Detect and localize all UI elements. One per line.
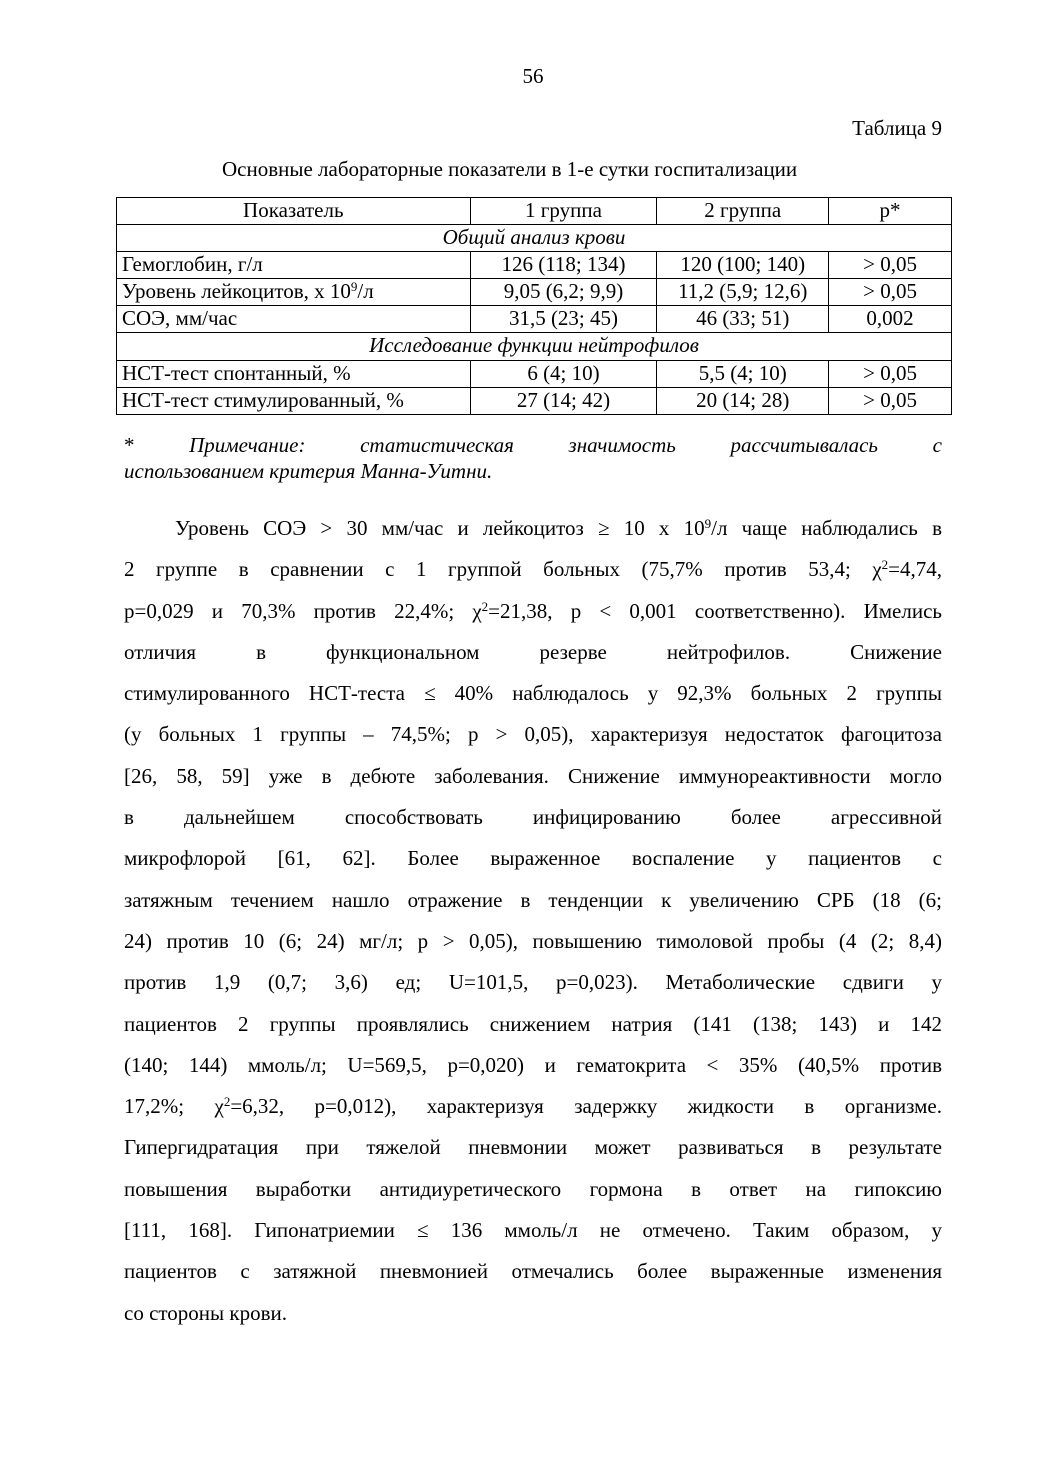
row-label: НСТ-тест спонтанный, % — [117, 360, 471, 387]
row-label-tail: /л — [357, 279, 374, 304]
text-fragment: =4,74, — [888, 557, 942, 582]
text-line — [124, 591, 942, 632]
text-word: в — [256, 639, 267, 664]
footnote-asterisk: * — [124, 433, 135, 457]
cell-p-value: 0,002 — [829, 306, 952, 333]
text-word: более — [730, 805, 781, 830]
text-fragment: /л чаще наблюдались в — [711, 516, 942, 540]
cell-p-value: > 0,05 — [829, 360, 952, 387]
text-fragment: =6,32, р=0,012), характеризуя задержку жидкости в организме. — [230, 1094, 942, 1119]
text-line: пациентов с затяжной пневмонией отмечались более выраженные изменения — [124, 1259, 942, 1284]
footnote-line-1 — [124, 432, 942, 458]
text-line: против 1,9 (0,7; 3,6) ед; U=101,5, р=0,023). Метаболические сдвиги у — [124, 970, 942, 995]
footnote-word: значимость — [568, 433, 676, 457]
text-line: со стороны крови. — [124, 1300, 287, 1325]
table-section-row — [117, 225, 952, 252]
text-line: повышения выработки антидиуретического гормона в ответ на гипоксию — [124, 1176, 942, 1201]
text-line — [124, 632, 942, 673]
row-label: НСТ-тест стимулированный, % — [117, 387, 471, 414]
cell-group-2: 5,5 (4; 10) — [657, 360, 829, 387]
table-label: Таблица 9 — [852, 116, 942, 140]
table-row — [117, 279, 952, 306]
cell-group-1: 31,5 (23; 45) — [470, 306, 657, 333]
text-word: функциональном — [326, 639, 480, 664]
cell-group-2: 20 (14; 28) — [657, 387, 829, 414]
footnote-word: статистическая — [360, 433, 514, 457]
text-fragment: 2 группе в сравнении с 1 группой больных (75,7% против 53,4; χ — [124, 557, 882, 582]
cell-p-value: > 0,05 — [829, 279, 952, 306]
text-fragment: р=0,029 и 70,3% против 22,4%; χ — [124, 598, 482, 623]
cell-group-1: 9,05 (6,2; 9,9) — [470, 279, 657, 306]
row-label: СОЭ, мм/час — [117, 306, 471, 333]
table-title: Основные лабораторные показатели в 1-е сутки госпитализации — [222, 157, 798, 181]
text-line: пациентов 2 группы проявлялись снижением натрия (141 (138; 143) и 142 — [124, 1011, 942, 1036]
table-section-row — [117, 333, 952, 360]
row-label — [117, 279, 471, 306]
text-word: в — [124, 805, 134, 830]
text-word: дальнейшем — [183, 805, 295, 830]
text-line — [124, 549, 942, 590]
cell-group-1: 126 (118; 134) — [470, 252, 657, 279]
section-blood-analysis: Общий анализ крови — [117, 225, 952, 252]
text-word: способствовать — [344, 805, 483, 830]
row-label-text: Уровень лейкоцитов, х 10 — [122, 279, 351, 304]
footnote-line-2: использованием критерия Манна-Уитни. — [124, 459, 493, 483]
text-fragment: Уровень СОЭ > 30 мм/час и лейкоцитоз ≥ 10 х 10 — [175, 516, 705, 540]
lab-indicators-table — [116, 197, 952, 415]
text-line: затяжным течением нашло отражение в тенденции к увеличению СРБ (18 (6; — [124, 887, 942, 912]
cell-group-1: 6 (4; 10) — [470, 360, 657, 387]
page-number: 56 — [522, 64, 544, 88]
header-group-2: 2 группа — [657, 198, 829, 225]
section-neutrophil-function: Исследование функции нейтрофилов — [117, 333, 952, 360]
text-line — [124, 508, 942, 549]
cell-p-value: > 0,05 — [829, 387, 952, 414]
text-line — [124, 1086, 942, 1127]
text-line: (у больных 1 группы – 74,5%; р > 0,05), характеризуя недостаток фагоцитоза — [124, 722, 942, 747]
cell-group-2: 120 (100; 140) — [657, 252, 829, 279]
header-group-1: 1 группа — [470, 198, 657, 225]
text-line: микрофлорой [61, 62]. Более выраженное воспаление у пациентов с — [124, 846, 942, 871]
cell-group-2: 46 (33; 51) — [657, 306, 829, 333]
row-label-superscript: 9 — [350, 279, 358, 295]
text-line: Гипергидратация при тяжелой пневмонии может развиваться в результате — [124, 1135, 942, 1160]
text-line: [26, 58, 59] уже в дебюте заболевания. Снижение иммунореактивности могло — [124, 763, 942, 788]
footnote-word: Примечание: — [189, 433, 306, 457]
text-line: (140; 144) ммоль/л; U=569,5, р=0,020) и гематокрита < 35% (40,5% против — [124, 1052, 942, 1077]
superscript: 2 — [881, 557, 889, 573]
table-header-row — [117, 198, 952, 225]
row-label: Гемоглобин, г/л — [117, 252, 471, 279]
table-row — [117, 306, 952, 333]
table-row — [117, 252, 952, 279]
cell-group-1: 27 (14; 42) — [470, 387, 657, 414]
text-word: инфицированию — [532, 805, 681, 830]
text-word: Снижение — [850, 639, 942, 664]
table-row — [117, 360, 952, 387]
footnote-word: с — [932, 433, 942, 457]
text-line: стимулированного НСТ-теста ≤ 40% наблюдалось у 92,3% больных 2 группы — [124, 681, 942, 706]
table-footnote — [124, 432, 942, 484]
text-word: резерве — [539, 639, 607, 664]
text-fragment: =21,38, р < 0,001 соответственно). Имелись — [488, 598, 942, 623]
header-indicator: Показатель — [117, 198, 471, 225]
text-fragment: 17,2%; χ — [124, 1094, 224, 1119]
text-line: [111, 168]. Гипонатриемии ≤ 136 ммоль/л не отмечено. Таким образом, у — [124, 1218, 942, 1243]
header-p-value: p* — [829, 198, 952, 225]
superscript: 9 — [704, 516, 712, 531]
footnote-word: рассчитывалась — [730, 433, 878, 457]
body-paragraph — [124, 508, 942, 1334]
text-line — [124, 797, 942, 838]
table-row — [117, 387, 952, 414]
text-word: агрессивной — [830, 805, 942, 830]
cell-p-value: > 0,05 — [829, 252, 952, 279]
superscript: 2 — [223, 1094, 231, 1110]
text-line: 24) против 10 (6; 24) мг/л; р > 0,05), повышению тимоловой пробы (4 (2; 8,4) — [124, 928, 942, 953]
superscript: 2 — [481, 598, 489, 614]
text-word: отличия — [124, 639, 197, 664]
text-word: нейтрофилов. — [666, 639, 791, 664]
cell-group-2: 11,2 (5,9; 12,6) — [657, 279, 829, 306]
